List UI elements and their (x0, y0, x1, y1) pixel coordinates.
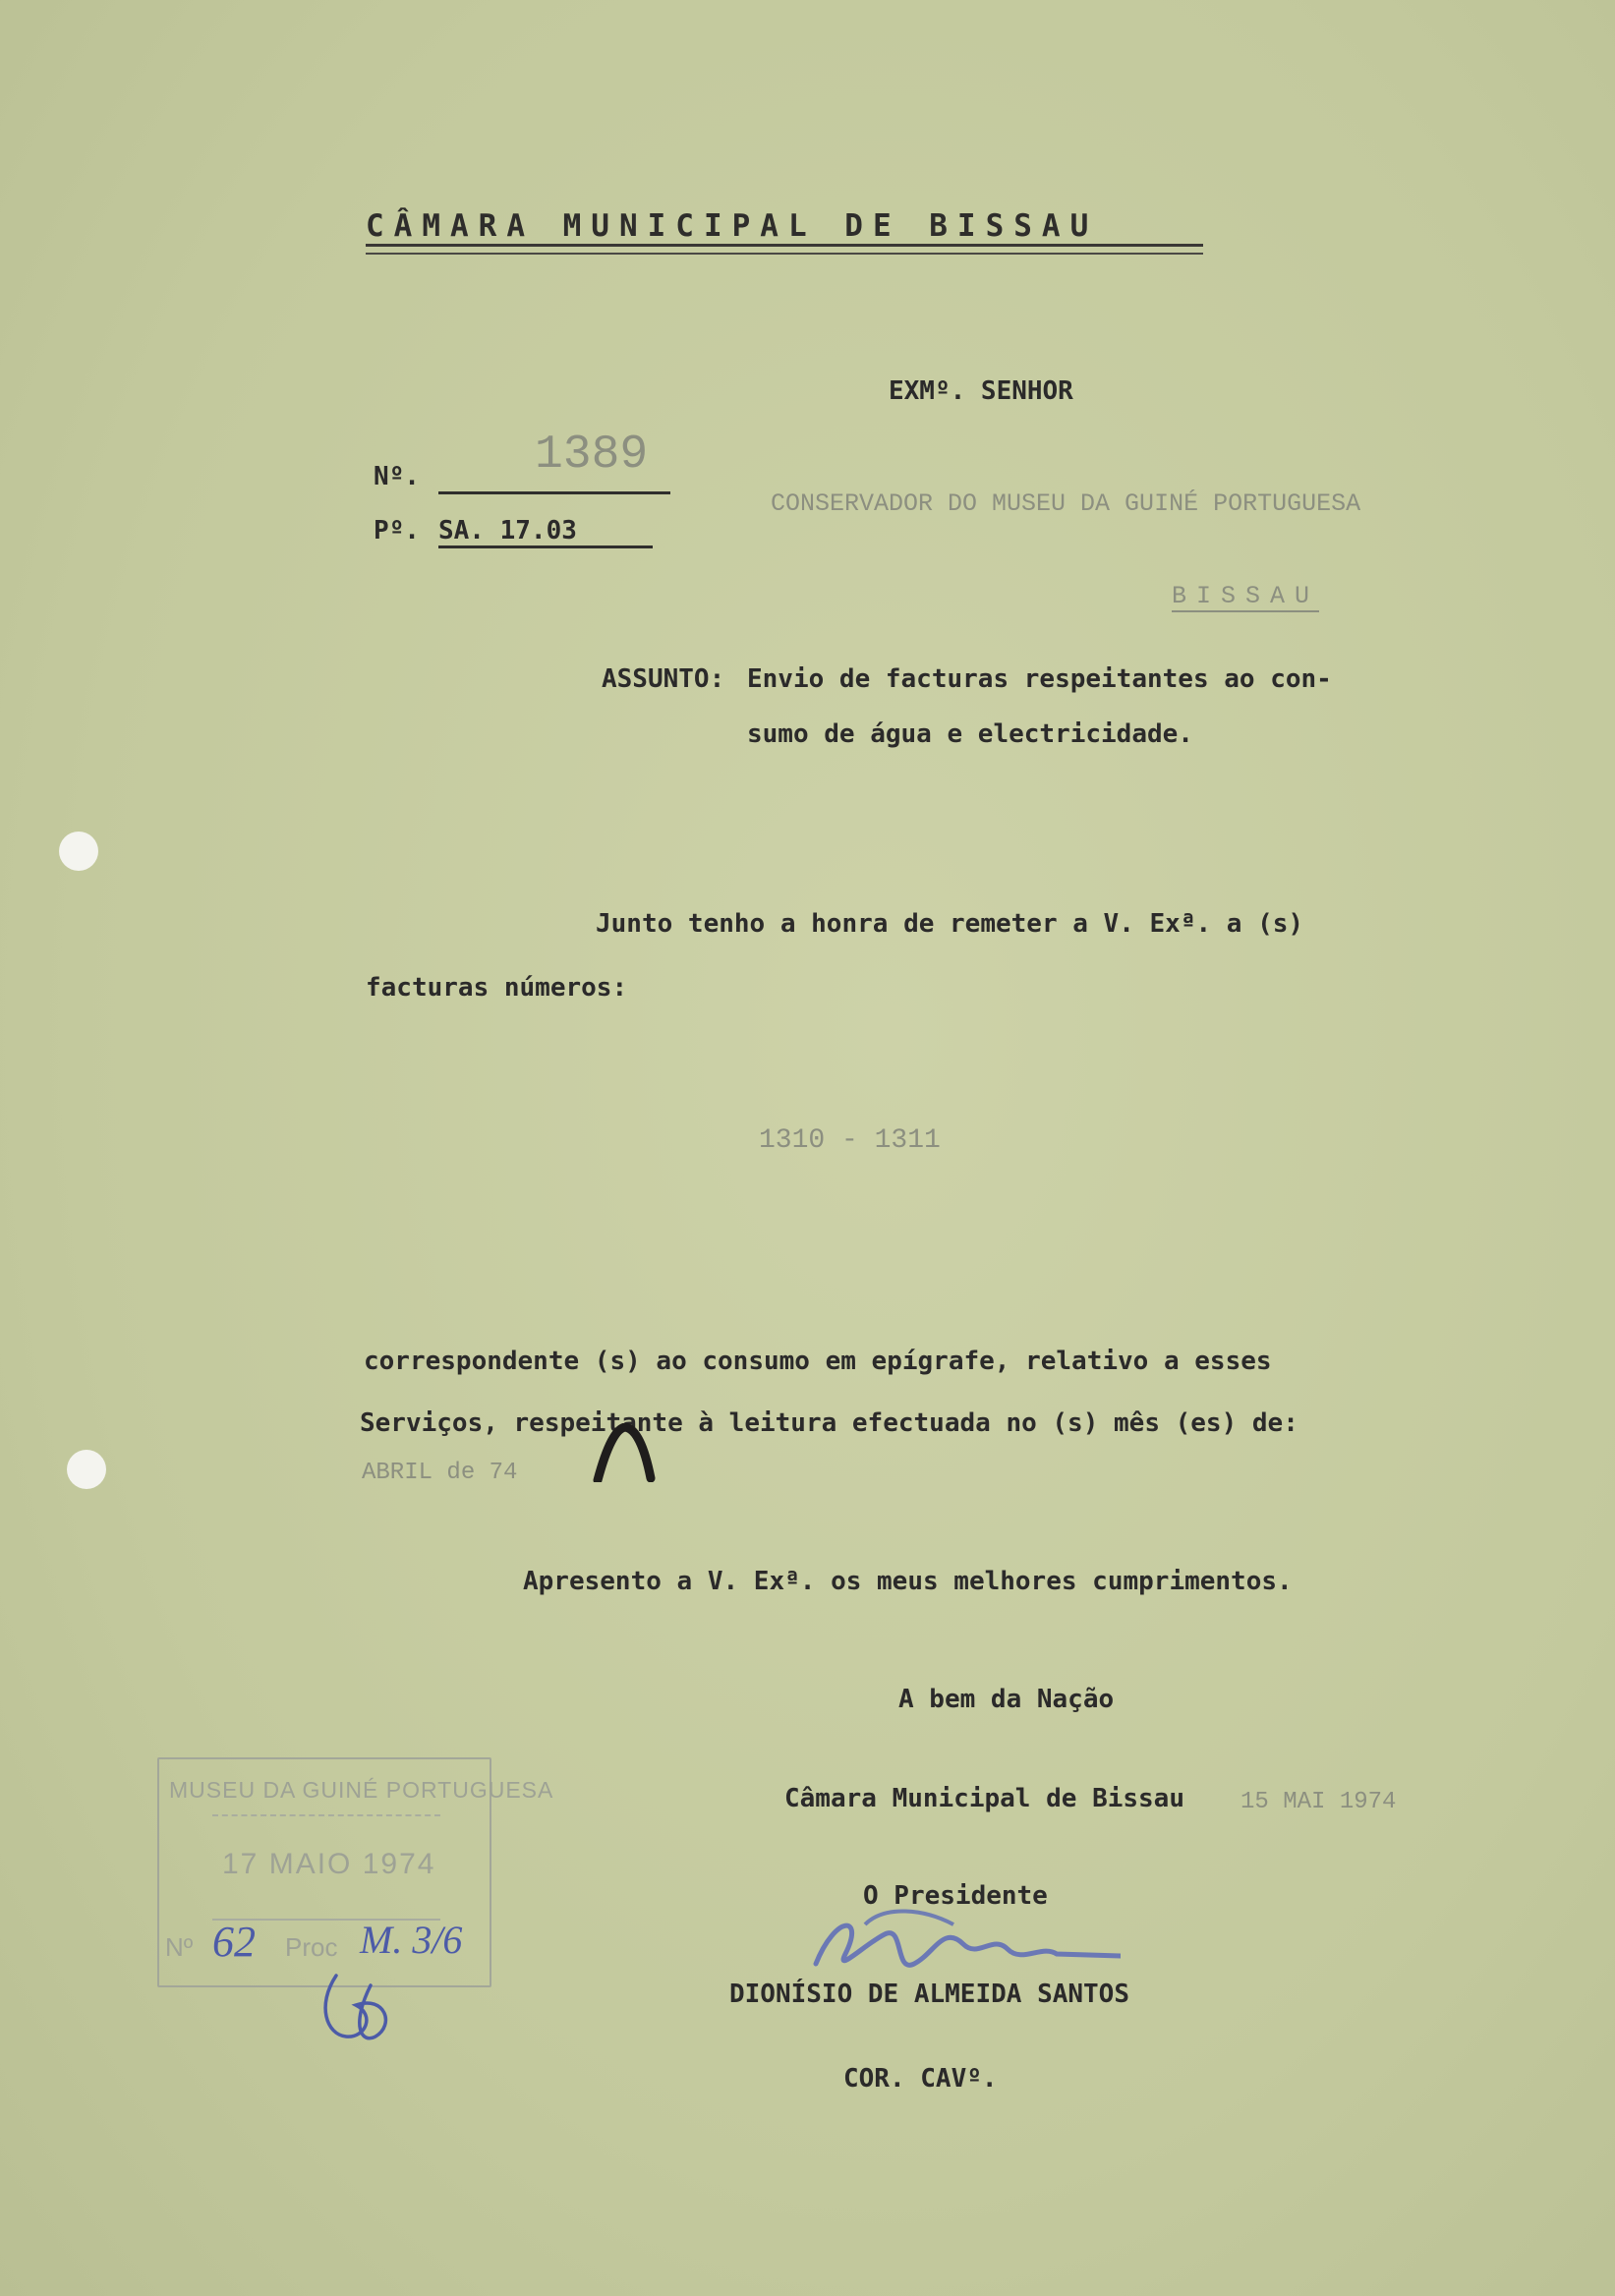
handwritten-caret-mark (590, 1423, 659, 1482)
punch-hole-bottom (67, 1450, 106, 1489)
motto: A bem da Nação (898, 1685, 1115, 1714)
recipient-city: BISSAU (1172, 582, 1320, 610)
institution: Câmara Municipal de Bissau (784, 1784, 1184, 1813)
subject-line-2: sumo de água e electricidade. (747, 719, 1193, 749)
receipt-stamp-process-label: Proc (285, 1932, 338, 1962)
signatory-rank: COR. CAVº. (843, 2064, 998, 2094)
consumption-line-2: Serviços, respeitante à leitura efectuada no (s) mês (es) de: (360, 1408, 1298, 1438)
date-stamp: 15 MAI 1974 (1240, 1789, 1397, 1815)
intro-line-1: Junto tenho a honra de remeter a V. Exª. a (s) (596, 909, 1304, 939)
number-underline (438, 491, 670, 494)
invoice-numbers: 1310 - 1311 (759, 1125, 941, 1156)
recipient-title: CONSERVADOR DO MUSEU DA GUINÉ PORTUGUESA (771, 489, 1361, 518)
receipt-stamp-institution: MUSEU DA GUINÉ PORTUGUESA (169, 1777, 554, 1803)
number-value: 1389 (535, 429, 649, 482)
subject-label: ASSUNTO: (602, 664, 725, 694)
closing-line: Apresento a V. Exª. os meus melhores cumprimentos. (523, 1567, 1293, 1596)
punch-hole-top (59, 832, 98, 871)
month-value: ABRIL de 74 (362, 1460, 518, 1486)
process-label: Pº. (374, 516, 420, 545)
number-label: Nº. (374, 462, 420, 491)
receipt-stamp-process-value: M. 3/6 (360, 1918, 463, 1962)
intro-line-2: facturas números: (366, 973, 628, 1003)
letterhead-title: CÂMARA MUNICIPAL DE BISSAU (366, 208, 1099, 244)
receipt-stamp-date: 17 MAIO 1974 (222, 1848, 436, 1880)
handwritten-initials (317, 1966, 405, 2044)
signatory-name: DIONÍSIO DE ALMEIDA SANTOS (729, 1980, 1129, 2009)
subject-line-1: Envio de facturas respeitantes ao con- (747, 664, 1332, 694)
receipt-stamp-number-value: 62 (212, 1918, 256, 1966)
consumption-line-1: correspondente (s) ao consumo em epígrafe, relativo a esses (364, 1347, 1272, 1376)
receipt-stamp-number-label: Nº (165, 1932, 194, 1962)
process-value: SA. 17.03 (438, 516, 653, 548)
salutation: EXMº. SENHOR (889, 376, 1073, 406)
signatory-role: O Presidente (863, 1881, 1048, 1911)
letterhead-rule (366, 244, 1203, 255)
